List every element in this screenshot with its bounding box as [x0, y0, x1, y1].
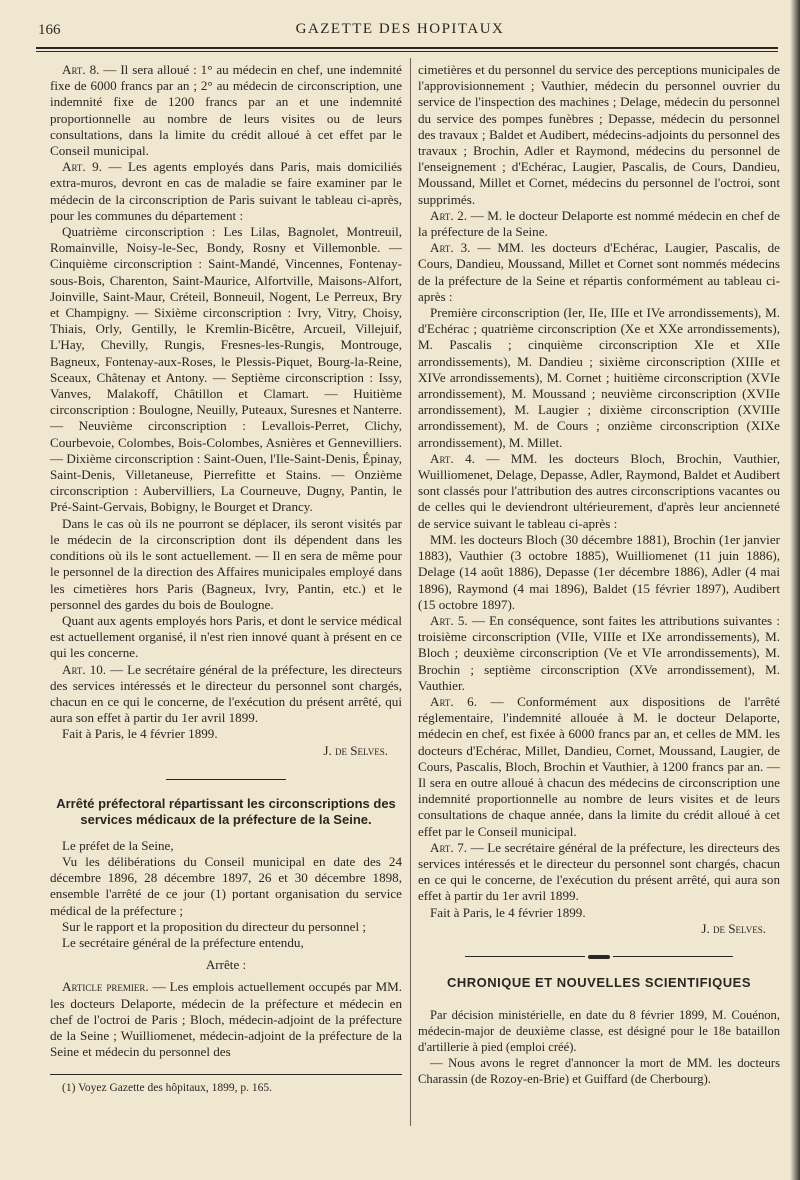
article-text: — Il sera alloué : 1° au médecin en chef, une indemnité fixe de 6000 francs par an ; 2° au médecin de circonscription, une indemnité fixe de 1200 francs par an et une indemnité proportionnelle au nombre de leurs visites ou de leurs consultations, dans la limite du crédit alloué à cet effet par le Conseil municipal. — [50, 62, 402, 159]
article-3 — [418, 240, 780, 305]
article-label: Art. 10. — [62, 661, 107, 677]
news-item: — Nous avons le regret d'annoncer la mort de MM. les docteurs Charassin (de Rozoy-en-Brie) et Guiffard (de Cherbourg). — [418, 1056, 780, 1087]
column-divider — [410, 58, 411, 1126]
article-text: — M. le docteur Delaporte est nommé médecin en chef de la préfecture de la Seine. — [418, 207, 780, 240]
circonscription-list: Quatrième circonscription : Les Lilas, Bagnolet, Montreuil, Romainville, Noisy-le-Sec, Bondy, Rosny et Villemonble. — Cinquième circonscription : Saint-Mandé, Vincennes, Fontenay-sous-Bois, Charenton, Saint-Maurice, Alfortville, Maisons-Alfort, Joinville, Saint-Maur, Créteil, Bonneuil, Nogent, Le Perreux, Bry et Champigny. — Sixième circonscription : Ivry, Vitry, Choisy, Thiais, Orly, Gentilly, le Kremlin-Bicêtre, Arcueil, Villejuif, L'Hay, Chevilly, Rungis, Fresnes-les-Rungis, Montrouge, Bagneux, Fontenay-aux-Roses, le Plessis-Piquet, Bourg-la-Reine, Sceaux, Châtenay et Antony. — Septième circonscription : Issy, Vanves, Malakoff, Châtillon et Clamart. — Huitième circonscription : Boulogne, Neuilly, Puteaux, Suresnes et Nanterre. — Neuvième circonscription : Levallois-Perret, Clichy, Courbevoie, Colombes, Bois-Colombes, Asnières et Gennevilliers.— Dixième circonscription : Saint-Ouen, l'Ile-Saint-Denis, Épinay, Saint-Denis, Villetaneuse, Pierrefitte et Stains. — Onzième circonscription : Aubervilliers, La Courneuve, Dugny, Pantin, le Pré-Saint-Gervais, Bobigny, le Bourget et Drancy. — [50, 224, 402, 515]
signature: J. de Selves. — [701, 920, 766, 936]
article-10 — [50, 662, 402, 727]
ornamental-rule — [418, 955, 780, 959]
footnote-rule — [50, 1074, 402, 1075]
page-number: 166 — [38, 22, 61, 38]
article-text: — Le secrétaire général de la préfecture, les directeurs des services intéressés et le directeur du personnel sont chargés, chacun en ce qui le concerne, de l'exécution du présent arrêté, qui aura son effet à partir du 1er avril 1899. — [50, 661, 402, 726]
article-6 — [418, 694, 780, 840]
article-text: — MM. les docteurs d'Echérac, Laugier, Pascalis, de Cours, Dandieu, Moussand, Millet et Cornet sont nommés médecins de la préfecture de la Seine et répartis conformément au tableau ci-après : — [418, 240, 780, 304]
arrete-label: Arrête : — [205, 957, 247, 973]
signature: J. de Selves. — [323, 742, 388, 758]
article-text: — Conformément aux dispositions de l'arrêté réglementaire, l'indemnité allouée à M. le docteur Delaporte, médecin en chef, est fixée à 6000 francs par an, et celles de MM. les docteurs d'Echérac, Millet, Dandieu, Cornet, Moussand, Laugier, de Cours, Pascalis, Bloch, Brochin et Vauthier, à 1200 francs par an. — Il sera en outre alloué à chacun des médecins de circonscription une indemnité proportionnelle au nombre de leurs visites et de leurs consultations de chaque année, dans la limite du crédit alloué à cet effet par le Conseil municipal. — [418, 693, 780, 839]
article-label: Article premier. — [62, 979, 149, 995]
article-text: — Les emplois actuellement occupés par MM. les docteurs Delaporte, médecin de la préfecture et médecin en chef de l'octroi de Paris ; Bloch, médecin-adjoint de la préfecture de la Seine ; Wuilliomenet, médecin-adjoint de la préfecture de la Seine et médecin du personnel des — [50, 979, 402, 1060]
dateline: Fait à Paris, le 4 février 1899. — [62, 726, 218, 742]
scan-edge — [790, 0, 800, 1180]
article-4 — [418, 451, 780, 532]
article-label: Art. 3. — [430, 240, 471, 256]
paragraph: Dans le cas où ils ne pourront se déplacer, ils seront visités par le médecin de la circonscription dont ils dépendent dans les conditions où ils le sont actuellement. — Il en sera de même pour le personnel de la direction des Affaires municipales employé dans les cimetières hors Paris (Bagneux, Ivry, Pantin, etc.) et le personnel des gardes du bois de Boulogne. — [50, 515, 402, 612]
article-5 — [418, 613, 780, 694]
section-heading: CHRONIQUE ET NOUVELLES SCIENTIFIQUES — [446, 974, 752, 990]
paragraph: Vu les délibérations du Conseil municipal en date des 24 décembre 1896, 28 décembre 1897, 26 et 30 décembre 1898, ensemble l'arrêté de ce jour (1) portant organisation du service médical de la préfecture ; — [50, 853, 402, 918]
circonscription-list: Première circonscription (Ier, IIe, IIIe et IVe arrondissements), M. d'Echérac ; quatrième circonscription (Xe et XXe arrondissements), M. Pascalis ; cinquième circonscription XIe et XIIe arrondissements), M. Dandieu ; sixième circonscription (XIIIe et XIVe arrondissements), M. Cornet ; huitième circonscription (XVIe arrondissement), M. Moussand ; neuvième circonscription (XVIIe arrondissement), M. Laugier ; dixième circonscription (XVIIIe arrondissement), M. de Cours ; onzième circonscription (XIXe arrondissement), M. Millet. — [418, 305, 780, 450]
article-9 — [50, 159, 402, 224]
news-item: Par décision ministérielle, en date du 8 février 1899, M. Couénon, médecin-major de deuxième classe, est désigné pour le 18e bataillon d'artillerie à pied (emploi créé). — [418, 1008, 780, 1055]
right-column — [418, 62, 780, 1087]
article-label: Art. 4. — [430, 450, 475, 466]
seniority-list: MM. les docteurs Bloch (30 décembre 1881), Brochin (1er janvier 1883), Vauthier (3 octobre 1885), Wuilliomenet (11 juin 1886), Delage (14 août 1886), Depasse (1er décembre 1886), Adler (4 mai 1896), Raymond (4 mai 1896), Baldet (15 février 1897), Audibert (15 octobre 1897). — [418, 531, 780, 612]
dateline: Fait à Paris, le 4 février 1899. — [430, 904, 586, 920]
article-1 — [50, 979, 402, 1060]
running-title: GAZETTE DES HOPITAUX — [295, 21, 505, 37]
article-2 — [418, 208, 780, 240]
left-column — [50, 62, 402, 1095]
paragraph: Le secrétaire général de la préfecture entendu, — [62, 934, 304, 950]
paragraph: Sur le rapport et la proposition du directeur du personnel ; — [62, 918, 366, 934]
article-text: — En conséquence, sont faites les attributions suivantes : troisième circonscription (VIIe, VIIIe et IXe arrondissements), M. Bloch ; deuxième circonscription (Ve et VIe arrondissements), M. Brochin ; septième circonscription (XVe arrondissement), M. Vauthier. — [418, 612, 780, 693]
header-rule — [36, 47, 778, 49]
article-label: Art. 7. — [430, 839, 468, 855]
article-8 — [50, 62, 402, 159]
section-heading: Arrêté préfectoral répartissant les circonscriptions des services médicaux de la préfecture de la Seine. — [56, 795, 396, 827]
article-7 — [418, 840, 780, 905]
article-label: Art. 9. — [62, 159, 102, 175]
article-text: — Les agents employés dans Paris, mais domiciliés extra-muros, devront en cas de maladie se faire examiner par le médecin de la circonscription de Paris suivant le tableau ci-après, pour les communes du département : — [50, 159, 402, 223]
article-label: Art. 6. — [430, 693, 478, 709]
footnote: (1) Voyez Gazette des hôpitaux, 1899, p. 165. — [62, 1082, 273, 1095]
article-text: — MM. les docteurs Bloch, Brochin, Vauthier, Wuilliomenet, Delage, Depasse, Adler, Raymond, Baldet et Audibert sont classés pour l'attribution des autres circonscriptions vacantes ou de celles qui le deviendront ultérieurement, d'après leur ancienneté de service suivant le tableau ci-après : — [418, 450, 780, 531]
article-text: — Le secrétaire général de la préfecture, les directeurs des services intéressés et le directeur du personnel sont chargés, chacun en ce qui le concerne, de l'exécution du présent arrêté, qui aura son effet à partir du 1er avril 1899. — [418, 839, 780, 904]
article-label: Art. 5. — [430, 612, 468, 628]
header-rule-thin — [36, 51, 778, 52]
paragraph: Quant aux agents employés hors Paris, et dont le service médical est actuellement organisé, il n'est rien innové quant à présent en ce qui les concerne. — [50, 612, 402, 661]
article-label: Art. 8. — [62, 62, 100, 77]
paragraph: cimetières et du personnel du service des perceptions municipales de l'approvisionnement ; Vauthier, médecin du personnel ouvrier du service de l'inspection des machines ; Delage, médecin du personnel du service des pompes funèbres ; Depasse, médecin du personnel des travaux ; Baldet et Audibert, médecins-adjoints du personnel des travaux ; Brochin, Adler et Raymond, médecins du personnel de l'enseignement ; d'Echérac, Laugier, Pascalis, de Cours, Dandieu, Moussand, Millet et Cornet, médecins du personnel de l'octroi, sont supprimés. — [418, 62, 780, 207]
article-label: Art. 2. — [430, 207, 468, 223]
section-rule — [166, 779, 286, 780]
paragraph: Le préfet de la Seine, — [62, 837, 174, 853]
